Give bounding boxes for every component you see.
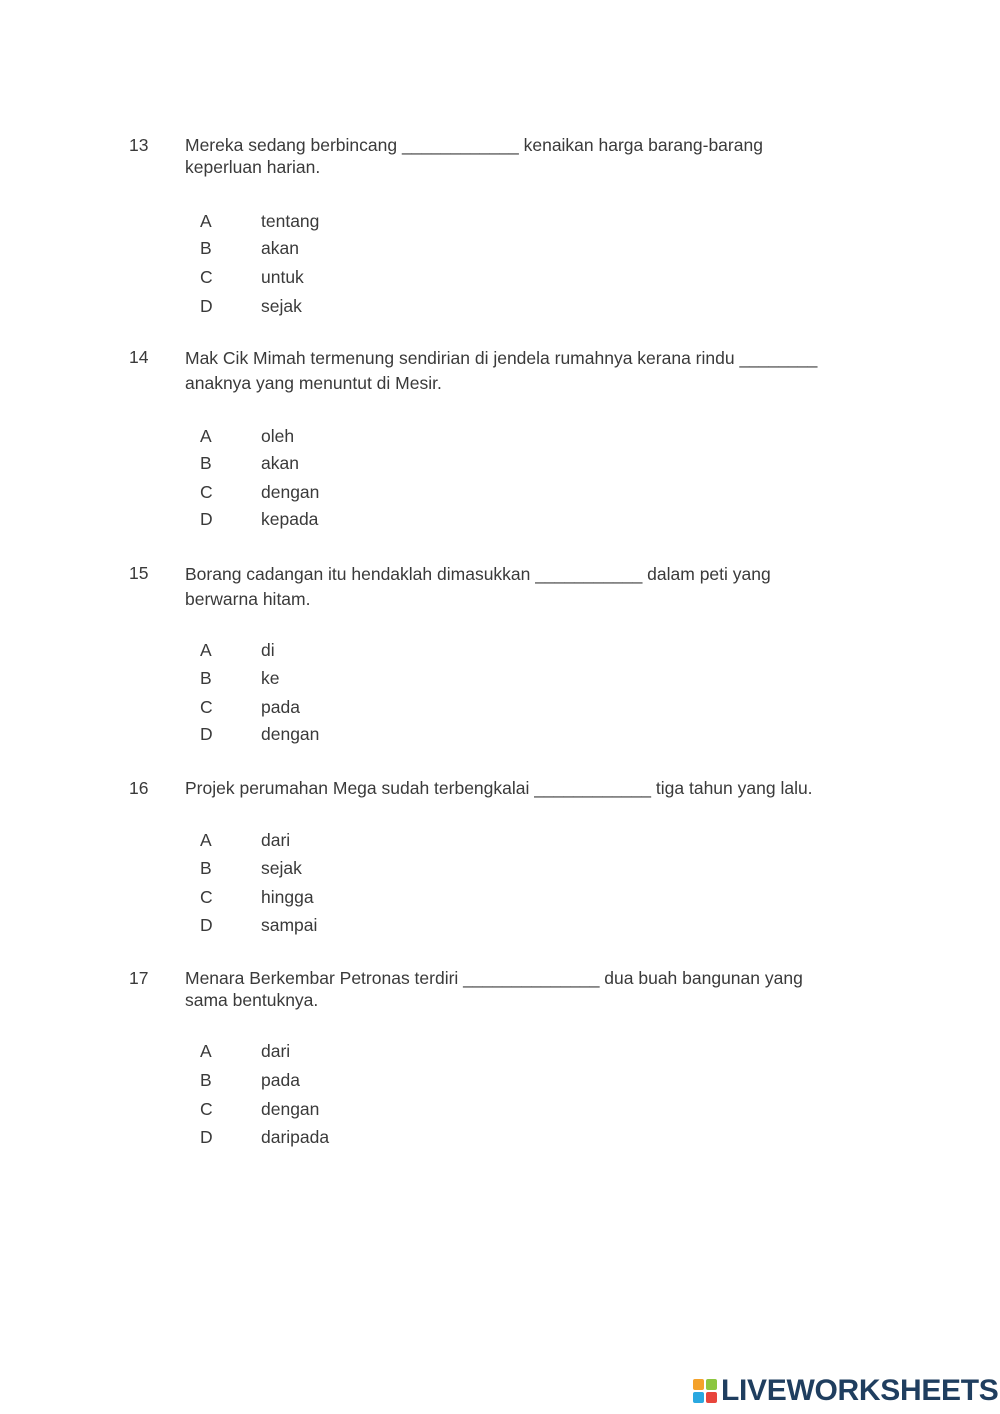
question-text-line: Projek perumahan Mega sudah terbengkalai ____________ tiga tahun yang lalu. (185, 778, 813, 798)
option-letter: C (200, 482, 213, 502)
question-13-number: 13 (129, 135, 149, 155)
question-14-number: 14 (129, 347, 149, 367)
option-letter: C (200, 887, 213, 907)
question-text-line: anaknya yang menuntut di Mesir. (185, 373, 442, 393)
option-text[interactable]: dengan (261, 724, 320, 744)
option-letter: D (200, 724, 213, 744)
option-letter: C (200, 1099, 213, 1119)
option-text[interactable]: dari (261, 830, 291, 850)
option-letter: D (200, 915, 213, 935)
option-text[interactable]: sejak (261, 296, 302, 316)
question-text-line: Borang cadangan itu hendaklah dimasukkan ___________ dalam peti yang (185, 564, 771, 584)
question-text-line: sama bentuknya. (185, 990, 319, 1010)
logo-tile (693, 1392, 704, 1403)
option-letter: A (200, 1041, 212, 1061)
option-letter: B (200, 858, 212, 878)
option-letter: A (200, 640, 212, 660)
option-text[interactable]: hingga (261, 887, 314, 907)
option-letter: C (200, 697, 213, 717)
liveworksheets-branding[interactable] (693, 1374, 999, 1408)
question-15-number: 15 (129, 563, 149, 583)
brand-name: LIVEWORKSHEETS (721, 1374, 999, 1407)
option-text[interactable]: dari (261, 1041, 291, 1061)
question-17-text (185, 967, 885, 1011)
logo-tile (693, 1379, 704, 1390)
logo-tile (706, 1392, 717, 1403)
option-text[interactable]: pada (261, 697, 300, 717)
option-text[interactable]: kepada (261, 509, 319, 529)
option-letter: C (200, 267, 213, 287)
option-text[interactable]: dengan (261, 482, 320, 502)
option-text[interactable]: daripada (261, 1127, 330, 1147)
question-text-line: berwarna hitam. (185, 589, 311, 609)
option-letter: D (200, 509, 213, 529)
logo-tile (706, 1379, 717, 1390)
question-14-text (185, 346, 885, 396)
option-letter: D (200, 1127, 213, 1147)
option-text[interactable]: tentang (261, 211, 320, 231)
option-letter: A (200, 211, 212, 231)
option-letter: A (200, 830, 212, 850)
question-text-line: keperluan harian. (185, 157, 321, 177)
option-letter: B (200, 453, 212, 473)
question-text-line: Mereka sedang berbincang ____________ kenaikan harga barang-barang (185, 135, 763, 155)
question-text-line: Menara Berkembar Petronas terdiri ______________ dua buah bangunan yang (185, 968, 803, 988)
question-15-text (185, 562, 885, 612)
option-text[interactable]: untuk (261, 267, 304, 287)
liveworksheets-logo-icon (693, 1379, 717, 1403)
option-text[interactable]: oleh (261, 426, 295, 446)
option-letter: B (200, 1070, 212, 1090)
option-letter: B (200, 238, 212, 258)
question-16-text (185, 777, 885, 799)
option-text[interactable]: di (261, 640, 275, 660)
option-letter: D (200, 296, 213, 316)
option-text[interactable]: akan (261, 453, 299, 473)
question-text-line: Mak Cik Mimah termenung sendirian di jendela rumahnya kerana rindu ________ (185, 348, 818, 368)
option-text[interactable]: sejak (261, 858, 302, 878)
option-text[interactable]: sampai (261, 915, 318, 935)
option-text[interactable]: dengan (261, 1099, 320, 1119)
question-17-number: 17 (129, 968, 149, 988)
question-16-number: 16 (129, 778, 149, 798)
option-text[interactable]: ke (261, 668, 280, 688)
option-letter: A (200, 426, 212, 446)
option-text[interactable]: pada (261, 1070, 300, 1090)
option-text[interactable]: akan (261, 238, 299, 258)
question-13-text (185, 134, 885, 178)
option-letter: B (200, 668, 212, 688)
